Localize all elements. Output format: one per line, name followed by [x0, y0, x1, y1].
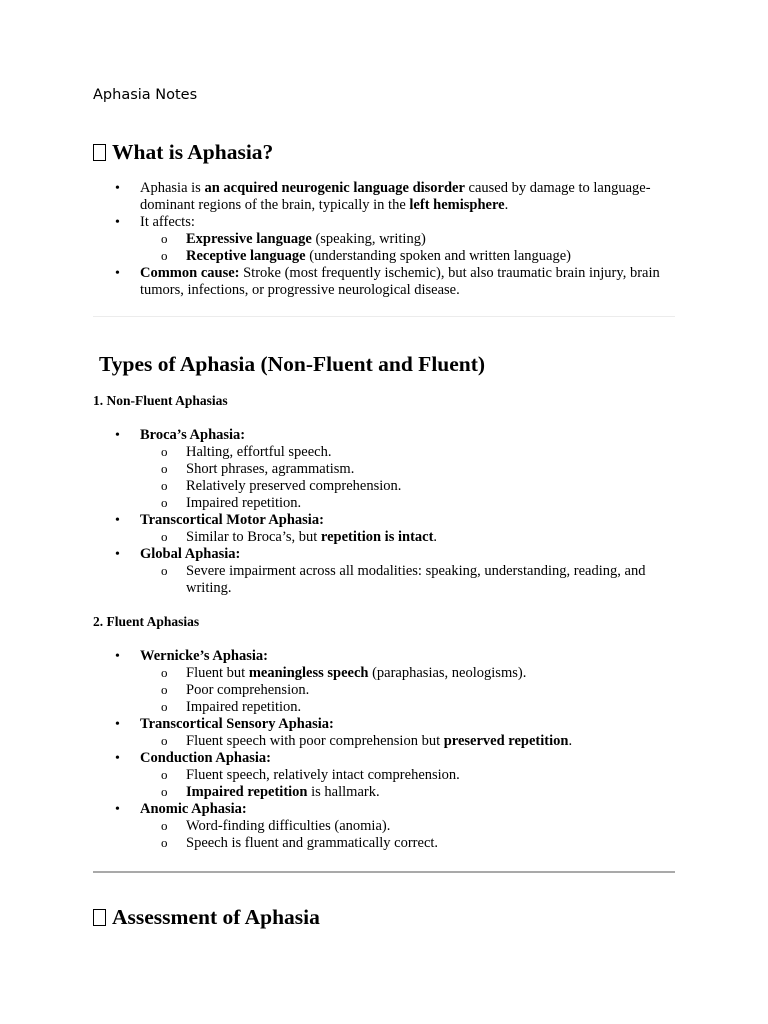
subheading-non-fluent: 1. Non-Fluent Aphasias: [93, 393, 228, 408]
subheading-fluent: 2. Fluent Aphasias: [93, 614, 200, 629]
sub-list-item: o Impaired repetition is hallmark.: [93, 784, 678, 801]
list-item: • Common cause: Stroke (most frequently ischemic), but also traumatic brain injury, brain tumors, infections, or progressive neurological disease.: [93, 265, 678, 299]
sub-list-item: o Fluent speech with poor comprehension but preserved repetition.: [93, 733, 678, 750]
section-heading-what-is-aphasia: What is Aphasia?: [93, 139, 273, 165]
sub-list-item: o Severe impairment across all modalities: speaking, understanding, reading, and writing.: [93, 563, 678, 597]
list-item: • It affects: o Expressive language (speaking, writing) o Receptive language (understanding spoken and written language): [93, 214, 678, 265]
section-divider: [93, 316, 675, 317]
missing-glyph-icon: [93, 144, 106, 161]
list-item-broca: • Broca’s Aphasia: o Halting, effortful speech. o Short phrases, agrammatism. o Relatively preserved comprehension. o Impaired repetition.: [93, 427, 678, 512]
sub-list-item: o Poor comprehension.: [93, 682, 678, 699]
sub-list-item: o Fluent speech, relatively intact comprehension.: [93, 767, 678, 784]
what-is-aphasia-list: [93, 180, 678, 299]
list-item: • Aphasia is an acquired neurogenic language disorder caused by damage to language-dominant regions of the brain, typically in the left hemisphere.: [93, 180, 678, 214]
sub-list-item: o Impaired repetition.: [93, 495, 678, 512]
sub-list-item: o Relatively preserved comprehension.: [93, 478, 678, 495]
non-fluent-list: [93, 427, 678, 597]
list-item-transcortical-motor: • Transcortical Motor Aphasia: o Similar to Broca’s, but repetition is intact.: [93, 512, 678, 546]
sub-list-item: o Short phrases, agrammatism.: [93, 461, 678, 478]
list-item-conduction: • Conduction Aphasia: o Fluent speech, relatively intact comprehension. o Impaired repetition is hallmark.: [93, 750, 678, 801]
list-item-global: • Global Aphasia: o Severe impairment across all modalities: speaking, understanding, reading, and writing.: [93, 546, 678, 597]
list-item-wernicke: • Wernicke’s Aphasia: o Fluent but meaningless speech (paraphasias, neologisms). o Poor comprehension. o Impaired repetition.: [93, 648, 678, 716]
list-item-anomic: • Anomic Aphasia: o Word-finding difficulties (anomia). o Speech is fluent and grammatically correct.: [93, 801, 678, 852]
fluent-list: [93, 648, 678, 852]
sub-list-item: o Similar to Broca’s, but repetition is intact.: [93, 529, 678, 546]
document-title: Aphasia Notes: [93, 87, 198, 103]
sub-list-item: o Impaired repetition.: [93, 699, 678, 716]
sub-list-item: o Receptive language (understanding spoken and written language): [93, 248, 678, 265]
sub-list-item: o Expressive language (speaking, writing): [93, 231, 678, 248]
sub-list-item: o Word-finding difficulties (anomia).: [93, 818, 678, 835]
section-divider: [93, 871, 675, 873]
section-heading-assessment: Assessment of Aphasia: [93, 904, 320, 930]
sub-list-item: o Fluent but meaningless speech (paraphasias, neologisms).: [93, 665, 678, 682]
section-heading-types: Types of Aphasia (Non-Fluent and Fluent): [99, 352, 486, 376]
sub-list-item: o Halting, effortful speech.: [93, 444, 678, 461]
sub-list-item: o Speech is fluent and grammatically correct.: [93, 835, 678, 852]
list-item-transcortical-sensory: • Transcortical Sensory Aphasia: o Fluent speech with poor comprehension but preserved repetition.: [93, 716, 678, 750]
missing-glyph-icon: [93, 909, 106, 926]
